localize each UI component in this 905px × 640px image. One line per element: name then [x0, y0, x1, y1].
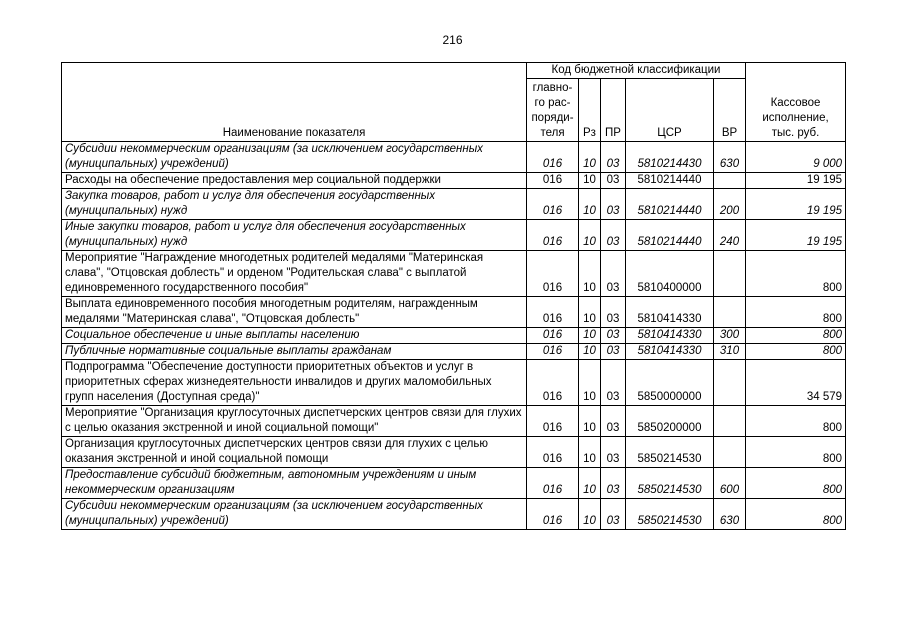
cell-pr: 03 — [601, 189, 626, 220]
cell-name: Субсидии некоммерческим организациям (за исключением государственных (муниципальных) учреждений) — [62, 499, 527, 530]
cell-sum: 800 — [746, 328, 846, 344]
cell-sum: 800 — [746, 251, 846, 297]
cell-sum: 19 195 — [746, 220, 846, 251]
cell-pr: 03 — [601, 251, 626, 297]
cell-rz: 10 — [579, 437, 601, 468]
cell-csr: 5850214530 — [626, 468, 714, 499]
cell-csr: 5810414330 — [626, 344, 714, 360]
cell-pr: 03 — [601, 173, 626, 189]
cell-vr: 310 — [714, 344, 746, 360]
cell-vr — [714, 251, 746, 297]
cell-vr: 600 — [714, 468, 746, 499]
header-pr: ПР — [601, 79, 626, 142]
table-body — [62, 63, 846, 530]
cell-name: Социальное обеспечение и иные выплаты населению — [62, 328, 527, 344]
cell-rz: 10 — [579, 189, 601, 220]
cell-sum: 800 — [746, 406, 846, 437]
cell-rz: 10 — [579, 406, 601, 437]
header-budget-code: Код бюджетной классификации — [527, 63, 746, 79]
cell-sum: 19 195 — [746, 189, 846, 220]
cell-sum: 34 579 — [746, 360, 846, 406]
cell-sum: 800 — [746, 468, 846, 499]
header-rz: Рз — [579, 79, 601, 142]
cell-name: Организация круглосуточных диспетчерских центров связи для глухих с целью оказания экстренной и иной социальной помощи — [62, 437, 527, 468]
table-row — [62, 251, 846, 297]
cell-gl: 016 — [527, 406, 579, 437]
cell-sum: 9 000 — [746, 142, 846, 173]
cell-name: Подпрограмма "Обеспечение доступности приоритетных объектов и услуг в приоритетных сферах жизнедеятельности инвалидов и других маломобильных групп населения (Доступная среда)" — [62, 360, 527, 406]
cell-sum: 800 — [746, 499, 846, 530]
header-sum: Кассовое исполнение, тыс. руб. — [746, 63, 846, 142]
cell-rz: 10 — [579, 297, 601, 328]
cell-gl: 016 — [527, 328, 579, 344]
cell-csr: 5850214530 — [626, 437, 714, 468]
cell-name: Предоставление субсидий бюджетным, автономным учреждениям и иным некоммерческим организациям — [62, 468, 527, 499]
cell-csr: 5810414330 — [626, 297, 714, 328]
cell-csr: 5810400000 — [626, 251, 714, 297]
cell-gl: 016 — [527, 437, 579, 468]
cell-pr: 03 — [601, 437, 626, 468]
cell-name: Мероприятие "Награждение многодетных родителей медалями "Материнская слава", "Отцовская доблесть" и орденом "Родительская слава" с выплатой единовременного государственного пособия" — [62, 251, 527, 297]
table-row — [62, 344, 846, 360]
cell-sum: 800 — [746, 297, 846, 328]
header-name: Наименование показателя — [62, 63, 527, 142]
table-row — [62, 406, 846, 437]
cell-vr: 630 — [714, 499, 746, 530]
cell-name: Мероприятие "Организация круглосуточных диспетчерских центров связи для глухих с целью оказания экстренной и иной социальной помощи" — [62, 406, 527, 437]
table-row — [62, 437, 846, 468]
budget-execution-table — [61, 62, 846, 530]
cell-gl: 016 — [527, 297, 579, 328]
cell-gl: 016 — [527, 468, 579, 499]
cell-vr — [714, 297, 746, 328]
cell-csr: 5850200000 — [626, 406, 714, 437]
cell-csr: 5810414330 — [626, 328, 714, 344]
cell-csr: 5810214430 — [626, 142, 714, 173]
cell-vr — [714, 406, 746, 437]
cell-sum: 800 — [746, 437, 846, 468]
cell-pr: 03 — [601, 499, 626, 530]
header-csr: ЦСР — [626, 79, 714, 142]
cell-name: Публичные нормативные социальные выплаты гражданам — [62, 344, 527, 360]
cell-csr: 5850214530 — [626, 499, 714, 530]
cell-csr: 5850000000 — [626, 360, 714, 406]
cell-rz: 10 — [579, 499, 601, 530]
header-row-top — [62, 63, 846, 79]
cell-rz: 10 — [579, 328, 601, 344]
cell-pr: 03 — [601, 468, 626, 499]
cell-vr: 300 — [714, 328, 746, 344]
table-row — [62, 468, 846, 499]
cell-gl: 016 — [527, 220, 579, 251]
cell-gl: 016 — [527, 142, 579, 173]
cell-name: Субсидии некоммерческим организациям (за исключением государственных (муниципальных) учреждений) — [62, 142, 527, 173]
cell-rz: 10 — [579, 173, 601, 189]
table-row — [62, 220, 846, 251]
cell-csr: 5810214440 — [626, 220, 714, 251]
cell-vr: 240 — [714, 220, 746, 251]
cell-csr: 5810214440 — [626, 173, 714, 189]
table-row — [62, 189, 846, 220]
table-row — [62, 360, 846, 406]
cell-rz: 10 — [579, 251, 601, 297]
cell-pr: 03 — [601, 142, 626, 173]
table-row — [62, 297, 846, 328]
cell-name: Иные закупки товаров, работ и услуг для обеспечения государственных (муниципальных) нужд — [62, 220, 527, 251]
cell-gl: 016 — [527, 251, 579, 297]
cell-gl: 016 — [527, 499, 579, 530]
cell-pr: 03 — [601, 297, 626, 328]
cell-vr: 200 — [714, 189, 746, 220]
table-row — [62, 142, 846, 173]
cell-rz: 10 — [579, 220, 601, 251]
cell-name: Закупка товаров, работ и услуг для обеспечения государственных (муниципальных) нужд — [62, 189, 527, 220]
cell-rz: 10 — [579, 468, 601, 499]
cell-gl: 016 — [527, 344, 579, 360]
cell-name: Расходы на обеспечение предоставления мер социальной поддержки — [62, 173, 527, 189]
cell-pr: 03 — [601, 220, 626, 251]
cell-gl: 016 — [527, 189, 579, 220]
cell-pr: 03 — [601, 360, 626, 406]
table-row — [62, 328, 846, 344]
table-row — [62, 499, 846, 530]
cell-rz: 10 — [579, 360, 601, 406]
cell-vr — [714, 437, 746, 468]
cell-pr: 03 — [601, 406, 626, 437]
cell-sum: 19 195 — [746, 173, 846, 189]
header-gl: главно- го рас- поряди- теля — [527, 79, 579, 142]
table-row — [62, 173, 846, 189]
cell-vr — [714, 173, 746, 189]
cell-rz: 10 — [579, 142, 601, 173]
cell-name: Выплата единовременного пособия многодетным родителям, награжденным медалями "Материнская слава", "Отцовская доблесть" — [62, 297, 527, 328]
cell-gl: 016 — [527, 173, 579, 189]
cell-vr — [714, 360, 746, 406]
cell-rz: 10 — [579, 344, 601, 360]
cell-vr: 630 — [714, 142, 746, 173]
header-vr: ВР — [714, 79, 746, 142]
cell-pr: 03 — [601, 344, 626, 360]
cell-csr: 5810214440 — [626, 189, 714, 220]
cell-gl: 016 — [527, 360, 579, 406]
cell-pr: 03 — [601, 328, 626, 344]
page-number: 216 — [442, 33, 463, 47]
cell-sum: 800 — [746, 344, 846, 360]
